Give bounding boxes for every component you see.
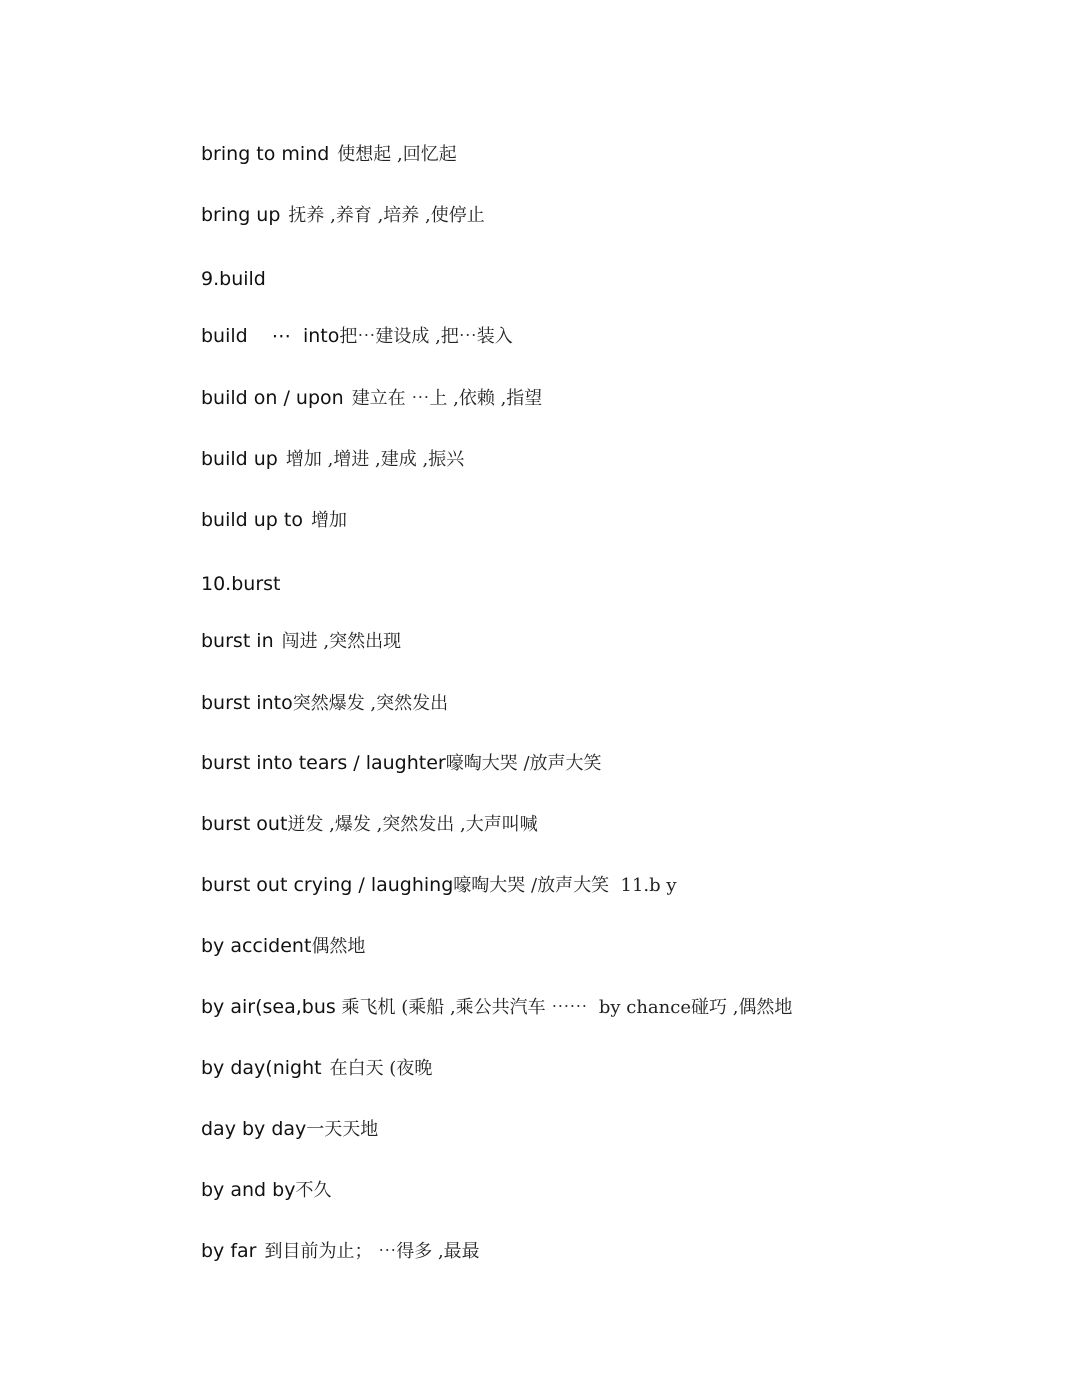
entry-burst-into-tears-laughter <box>201 749 602 777</box>
entry-by-and-by <box>201 1176 331 1204</box>
phrase: by and by <box>201 1179 296 1201</box>
entry-by-air-sea-bus <box>201 993 792 1021</box>
meaning: 增加 ,增进 ,建成 ,振兴 <box>285 449 465 470</box>
meaning: 闯进 ,突然出现 <box>281 631 402 652</box>
meaning: 增加 <box>310 510 347 531</box>
meaning: 建立在 ⋯上 ,依赖 ,指望 <box>351 388 543 409</box>
entry-burst-out <box>201 810 538 838</box>
phrase: build up to <box>201 509 303 531</box>
meaning: 偶然地 <box>311 936 366 957</box>
phrase: day by day <box>201 1118 307 1140</box>
phrase: build ⋯ into <box>201 325 340 347</box>
meaning: 使想起 ,回忆起 <box>337 144 457 165</box>
entry-burst-out-crying-laughing <box>201 871 677 899</box>
entry-build-on-upon <box>201 384 542 412</box>
meaning: 嚎啕大哭 /放声大笑 <box>445 753 602 774</box>
entry-burst-in <box>201 627 401 655</box>
entry-by-far <box>201 1237 480 1265</box>
phrase: by far <box>201 1240 257 1262</box>
entry-build-up <box>201 445 464 473</box>
entry-day-by-day <box>201 1115 378 1143</box>
entry-bring-to-mind <box>201 140 457 168</box>
meaning: 抚养 ,养育 ,培养 ,使停止 <box>288 205 485 226</box>
entry-build-up-to <box>201 506 347 534</box>
meaning: 一天天地 <box>306 1119 379 1140</box>
phrase: burst in <box>201 630 274 652</box>
phrase: by air(sea,bus <box>201 996 336 1018</box>
meaning: 在白天 (夜晚 <box>329 1058 433 1079</box>
phrase: burst out crying / laughing <box>201 874 454 896</box>
meaning: 嚎啕大哭 /放声大笑 11.b y <box>453 875 677 896</box>
meaning: 迸发 ,爆发 ,突然发出 ,大声叫喊 <box>287 814 538 835</box>
meaning: 突然爆发 ,突然发出 <box>292 693 449 714</box>
phrase: burst into tears / laughter <box>201 752 446 774</box>
meaning: 到目前为止； ⋯得多 ,最最 <box>264 1241 480 1262</box>
section-heading-burst <box>201 570 280 598</box>
entry-build-into <box>201 322 513 350</box>
phrase: build on / upon <box>201 387 344 409</box>
phrase: by day(night <box>201 1057 322 1079</box>
phrase: burst out <box>201 813 288 835</box>
phrase: by accident <box>201 935 312 957</box>
heading: 10.burst <box>201 573 281 595</box>
phrase: bring up <box>201 204 281 226</box>
meaning: 把⋯建设成 ,把⋯装入 <box>339 326 513 347</box>
section-heading-build <box>201 265 266 293</box>
entry-bring-up <box>201 201 485 229</box>
meaning: 乘飞机 (乘船 ,乘公共汽车 ⋯⋯ by chance碰巧 ,偶然地 <box>335 997 793 1018</box>
phrase: build up <box>201 448 278 470</box>
heading: 9.build <box>201 268 266 290</box>
phrase: burst into <box>201 692 293 714</box>
meaning: 不久 <box>295 1180 332 1201</box>
phrase: bring to mind <box>201 143 330 165</box>
entry-burst-into <box>201 689 448 717</box>
entry-by-day-night <box>201 1054 432 1082</box>
entry-by-accident <box>201 932 365 960</box>
